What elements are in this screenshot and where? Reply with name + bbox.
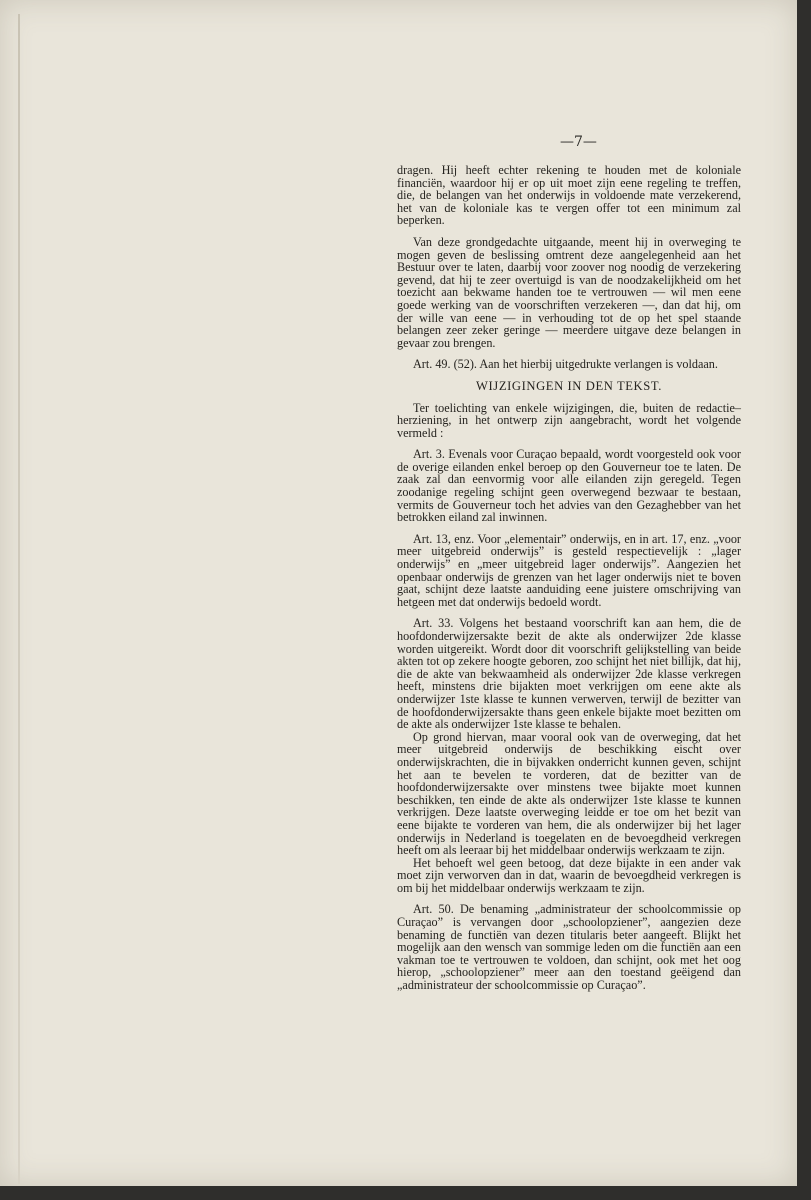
scan-edge-bottom bbox=[0, 1186, 811, 1200]
paragraph-art-49: Art. 49. (52). Aan het hierbij uitgedrukte verlangen is voldaan. bbox=[413, 357, 718, 372]
paragraph-continuation: dragen. Hij heeft echter rekening te houden met de koloniale financiën, waardoor hij er op uit moet zijn eene regeling te treffen, die, de belangen van het onderwijs in voldoende mate verzekerend, het van de koloniale kas te vergen offer tot een minimum zal beperken. bbox=[397, 163, 741, 228]
paragraph-art-33: Art. 33. Volgens het bestaand voorschrift kan aan hem, die de hoofdonderwijzersakte bezit de akte als onderwijzer 2de klasse worden uitgereikt. Wordt door dit voorschrift gelijkstelling van beide akten tot op zekere hoogte geboren, zoo schijnt het niet billijk, dat hij, die de akte van bekwaamheid als onderwijzer 2de klasse verkregen heeft, minstens drie bijakten moet verkrijgen om eene akte als onderwijzer 1ste klasse te kunnen verwerven, terwijl de bezitter van de hoofdonderwijzersakte thans geen enkele bijakte moet bezitten om de akte als onderwijzer 1ste klasse te behalen. bbox=[397, 616, 741, 732]
paragraph-art-33-note: Het behoeft wel geen betoog, dat deze bijakte in een ander vak moet zijn verworven dan in dat, waarin de bevoegdheid verkregen is om bij het middelbaar onderwijs werkzaam te zijn. bbox=[397, 855, 741, 895]
paragraph-art-33-ground: Op grond hiervan, maar vooral ook van de overweging, dat het meer uitgebreid onderwijs de beschikking eischt over onderwijskrachten, die in bijvakken onderricht kunnen geven, schijnt het aan te bevelen te vorderen, dat de bezitter van de hoofdonderwijzersakte over minstens twee bijakte moet kunnen beschikken, ten einde de akte als onderwijzer 1ste klasse te kunnen verkrijgen. Deze laatste overweging leidde er toe om het bezit van eene bijakte te vorderen van hem, die als onderwijzer bij het lager onderwijs in Nederland is toegelaten en de bevoegdheid verkregen heeft om als leeraar bij het middelbaar onderwijs werkzaam te zijn. bbox=[397, 729, 741, 858]
page-number: —7— bbox=[560, 134, 597, 150]
paragraph-art-3: Art. 3. Evenals voor Curaçao bepaald, wordt voorgesteld ook voor de overige eilanden enkel beroep op den Gouverneur toe te laten. De zaak zal dan eenvormig voor alle eilanden zijn geregeld. Tegen zoodanige regeling schijnt geen overwegend bezwaar te bestaan, vermits de Gouverneur toch het advies van den Gezaghebber van het betrokken eiland zal inwinnen. bbox=[397, 447, 741, 525]
binding-fold bbox=[18, 14, 20, 1184]
paragraph-art-13: Art. 13, enz. Voor „elementair” onderwijs, en in art. 17, enz. „voor meer uitgebreid onderwijs” is gesteld respectievelijk : „lager onderwijs” en „meer uitgebreid lager onderwijs”. Aangezien het openbaar onderwijs de grenzen van het lager onderwijs niet te boven gaat, schijnt deze laatste aanduiding eene juistere omschrijving van hetgeen met dat onderwijs bedoeld wordt. bbox=[397, 531, 741, 609]
scan-edge-right bbox=[797, 0, 811, 1200]
paragraph-intro: Ter toelichting van enkele wijzigingen, die, buiten de redactie–herziening, in het ontwerp zijn aangebracht, wordt het volgende vermeld : bbox=[397, 400, 741, 440]
section-heading: WIJZIGINGEN IN DEN TEKST. bbox=[476, 378, 662, 393]
paragraph-advice: Van deze grondgedachte uitgaande, meent hij in overweging te mogen geven de beslissing omtrent deze aangelegenheid aan het Bestuur over te laten, daarbij voor zoover nog noodig de verzekering gevend, dat hij te zeer overtuigd is van de noodzakelijkheid om het toezicht aan bekwame handen toe te vertrouwen — wil men eene goede werking van de voorschriften verzekeren —, dan dat hij, om der wille van eene — in verhouding tot de op het spel staande belangen zeer zeker geringe — meerdere uitgave deze belangen in gevaar zou brengen. bbox=[397, 234, 741, 350]
paragraph-art-50: Art. 50. De benaming „administrateur der schoolcommissie op Curaçao” is vervangen door „schoolopziener”, aangezien deze benaming de functiën van dezen titularis beter aangeeft. Blijkt het mogelijk aan den wensch van sommige leden om die functiën aan een vakman toe te vertrouwen te voldoen, dan schijnt, ook met het oog hierop, „schoolopziener” meer aan den toestand geëigend dan „administrateur der schoolcommissie op Curaçao”. bbox=[397, 902, 741, 993]
body-text bbox=[397, 164, 741, 1001]
